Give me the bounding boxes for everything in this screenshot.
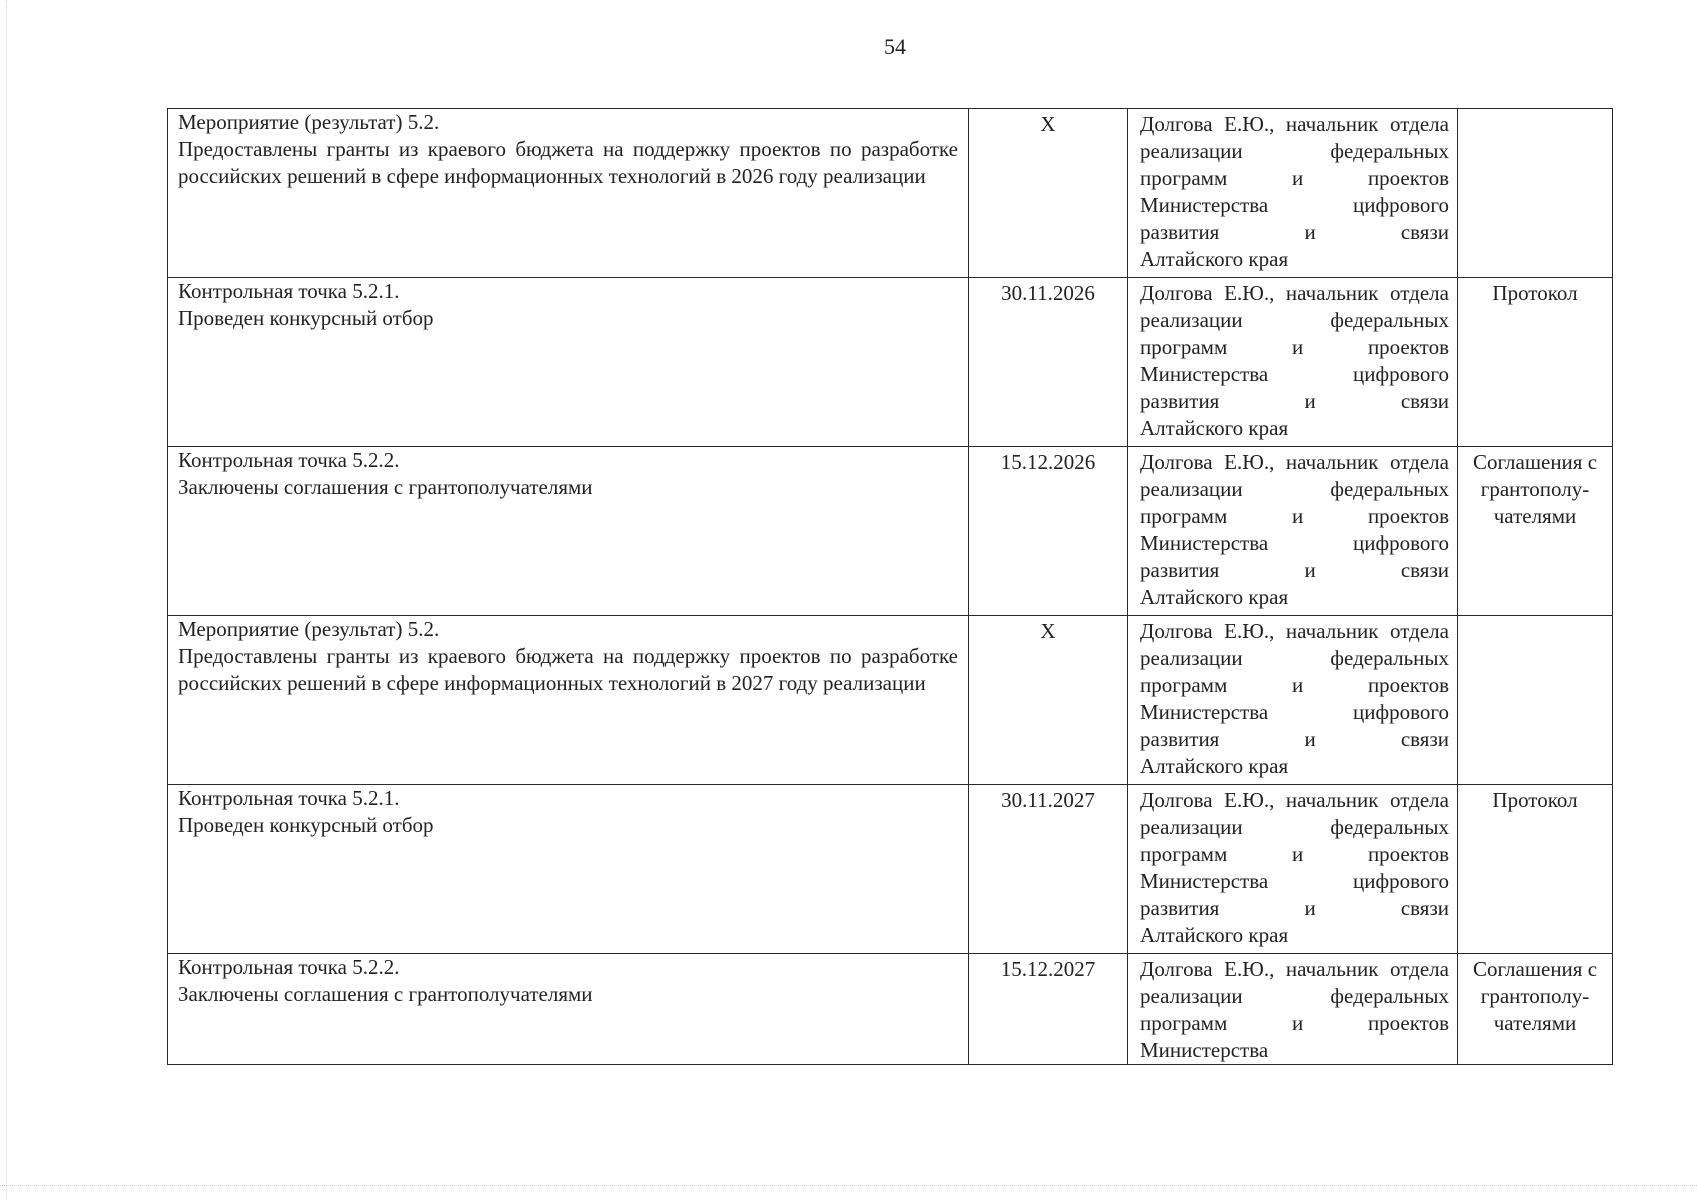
responsible-text: Долгова Е.Ю., начальник отдела реализации федеральных программ и проектов Министерства цифрового развития и связи bbox=[1140, 281, 1449, 413]
responsible-text: Долгова Е.Ю., начальник отдела реализации федеральных программ и проектов Министерства цифрового развития и связи bbox=[1140, 112, 1449, 244]
table-row bbox=[168, 109, 1613, 278]
deadline-cell: 30.11.2027 bbox=[969, 785, 1128, 954]
control-points-table bbox=[167, 108, 1613, 1065]
deadline-cell: 15.12.2027 bbox=[969, 954, 1128, 1065]
responsible-text: Долгова Е.Ю., начальник отдела реализации федеральных программ и проектов Министерства цифрового развития и связи bbox=[1140, 619, 1449, 751]
event-title: Мероприятие (результат) 5.2. bbox=[178, 617, 440, 641]
responsible-cell bbox=[1128, 616, 1458, 785]
responsible-text-end: Алтайского края bbox=[1140, 247, 1289, 271]
document-cell: Соглашения с грантополу-чателями bbox=[1458, 447, 1613, 616]
document-cell bbox=[1458, 616, 1613, 785]
event-title: Контрольная точка 5.2.1. bbox=[178, 786, 400, 810]
event-cell bbox=[168, 278, 969, 447]
event-cell bbox=[168, 954, 969, 1065]
responsible-text-end: Алтайского края bbox=[1140, 754, 1289, 778]
responsible-text-end: Алтайского края bbox=[1140, 416, 1289, 440]
event-cell bbox=[168, 109, 969, 278]
table-row bbox=[168, 785, 1613, 954]
document-cell: Протокол bbox=[1458, 785, 1613, 954]
responsible-cell bbox=[1128, 278, 1458, 447]
event-title: Контрольная точка 5.2.1. bbox=[178, 279, 400, 303]
responsible-text: Долгова Е.Ю., начальник отдела реализации федеральных программ и проектов Министерства цифрового развития и связи bbox=[1140, 450, 1449, 582]
responsible-cell bbox=[1128, 109, 1458, 278]
responsible-cell bbox=[1128, 785, 1458, 954]
event-cell bbox=[168, 447, 969, 616]
deadline-cell: X bbox=[969, 109, 1128, 278]
event-cell bbox=[168, 785, 969, 954]
event-description: Проведен конкурсный отбор bbox=[178, 306, 434, 330]
responsible-text-end: Алтайского края bbox=[1140, 585, 1289, 609]
responsible-text: Долгова Е.Ю., начальник отдела реализации федеральных программ и проектов Министерства цифрового развития и связи bbox=[1140, 788, 1449, 920]
document-cell: Протокол bbox=[1458, 278, 1613, 447]
event-title: Контрольная точка 5.2.2. bbox=[178, 448, 400, 472]
event-cell bbox=[168, 616, 969, 785]
event-description: Предоставлены гранты из краевого бюджета на поддержку проектов по разработке российских решений в сфере информационных технологий в 2026 году реализации bbox=[178, 137, 958, 188]
event-description: Заключены соглашения с грантополучателями bbox=[178, 475, 593, 499]
event-description: Предоставлены гранты из краевого бюджета на поддержку проектов по разработке российских решений в сфере информационных технологий в 2027 году реализации bbox=[178, 644, 958, 695]
event-description: Заключены соглашения с грантополучателями bbox=[178, 982, 593, 1006]
deadline-cell: X bbox=[969, 616, 1128, 785]
page-number: 54 bbox=[884, 34, 906, 59]
scan-margin-line bbox=[6, 0, 7, 1200]
scan-bottom-edge bbox=[0, 1185, 1697, 1186]
table-row bbox=[168, 954, 1613, 1065]
event-description: Проведен конкурсный отбор bbox=[178, 813, 434, 837]
event-title: Мероприятие (результат) 5.2. bbox=[178, 110, 440, 134]
table-row bbox=[168, 616, 1613, 785]
responsible-text-end: Алтайского края bbox=[1140, 923, 1289, 947]
responsible-text: Долгова Е.Ю., начальник отдела реализации федеральных программ и проектов Министерства bbox=[1140, 957, 1449, 1062]
responsible-cell bbox=[1128, 447, 1458, 616]
deadline-cell: 15.12.2026 bbox=[969, 447, 1128, 616]
document-cell: Соглашения с грантополу-чателями bbox=[1458, 954, 1613, 1065]
table-row bbox=[168, 447, 1613, 616]
table-row bbox=[168, 278, 1613, 447]
document-cell bbox=[1458, 109, 1613, 278]
deadline-cell: 30.11.2026 bbox=[969, 278, 1128, 447]
event-title: Контрольная точка 5.2.2. bbox=[178, 955, 400, 979]
responsible-cell bbox=[1128, 954, 1458, 1065]
